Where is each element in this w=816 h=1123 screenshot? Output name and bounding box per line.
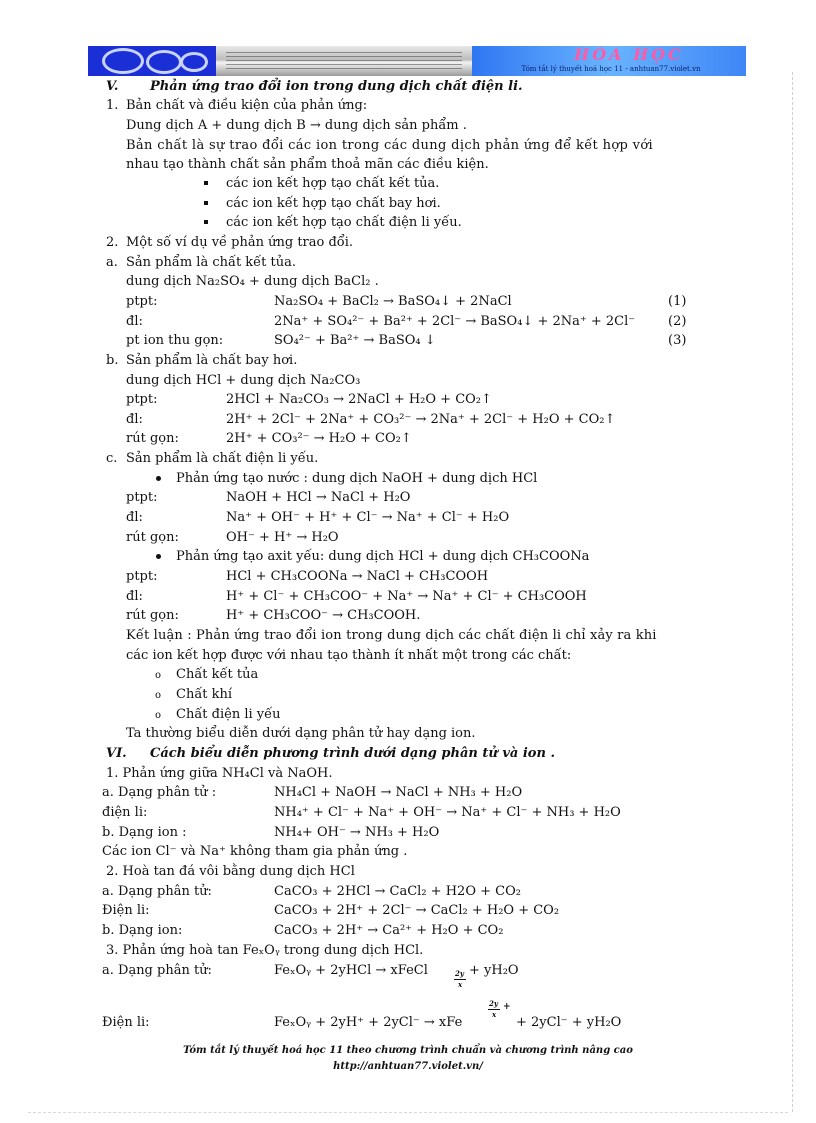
bullet-square-icon	[204, 201, 208, 205]
s6-p2-b: CaCO₃ + 2H⁺ → Ca²⁺ + H₂O + CO₂	[274, 923, 504, 938]
s6-p2-dl-label: Điện li:	[102, 903, 150, 918]
s6-p3-dl-right: + 2yCl⁻ + yH₂O	[516, 1015, 622, 1030]
c1-dl: Na⁺ + OH⁻ + H⁺ + Cl⁻ → Na⁺ + Cl⁻ + H₂O	[226, 510, 510, 525]
conclusion-line1: Kết luận : Phản ứng trao đổi ion trong dung dịch các chất điện li chỉ xảy ra khi	[126, 628, 657, 643]
s6-p1-note: Các ion Cl⁻ và Na⁺ không tham gia phản ứng .	[102, 844, 408, 859]
p1-line1: Dung dịch A + dung dịch B → dung dịch sản phẩm .	[126, 118, 467, 133]
p2-num: 2.	[106, 235, 119, 250]
s6-p3-dl-left: FeₓOᵧ + 2yH⁺ + 2yCl⁻ → xFe	[274, 1015, 463, 1030]
a-ion-no: (3)	[668, 333, 687, 348]
s6-p3-dl-label: Điện li:	[102, 1015, 150, 1030]
plus-superscript: +	[503, 1002, 511, 1012]
a-dl: 2Na⁺ + SO₄²⁻ + Ba²⁺ + 2Cl⁻ → BaSO₄↓ + 2Na⁺ + 2Cl⁻	[274, 314, 636, 329]
banner-title: HÓA HỌC	[574, 46, 684, 64]
page-border-bottom	[28, 1112, 788, 1113]
c2-title: Phản ứng tạo axit yếu: dung dịch HCl + dung dịch CH₃COONa	[176, 549, 590, 564]
banner-lines	[226, 52, 462, 70]
banner-title-panel	[472, 46, 746, 76]
s6-p1-dl: NH₄⁺ + Cl⁻ + Na⁺ + OH⁻ → Na⁺ + Cl⁻ + NH₃ + H₂O	[274, 805, 621, 820]
cond3: các ion kết hợp tạo chất điện li yếu.	[226, 215, 462, 230]
a-dl-no: (2)	[668, 314, 687, 329]
c1-ptpt: NaOH + HCl → NaCl + H₂O	[226, 490, 411, 505]
c1-title: Phản ứng tạo nước : dung dịch NaOH + dung dịch HCl	[176, 471, 538, 486]
b-title: Sản phẩm là chất bay hơi.	[126, 353, 298, 368]
s6-p3-a-label: a. Dạng phân tử:	[102, 963, 212, 978]
s6-p1-b: NH₄+ OH⁻ → NH₃ + H₂O	[274, 825, 440, 840]
p1-line3: nhau tạo thành chất sản phẩm thoả mãn các điều kiện.	[126, 157, 489, 172]
section6-heading-num: VI.	[106, 746, 127, 761]
footer-title: Tóm tắt lý thuyết hoá học 11 theo chương trình chuẩn và chương trình nâng cao	[183, 1045, 633, 1056]
c-title: Sản phẩm là chất điện li yếu.	[126, 451, 319, 466]
a-ptpt-no: (1)	[668, 294, 687, 309]
bullet-circle-icon: o	[155, 670, 162, 681]
s6-p3-a-left: FeₓOᵧ + 2yHCl → xFeCl	[274, 963, 428, 978]
s6-p1-dl-label: điện li:	[102, 805, 148, 820]
b-dl-label: đl:	[126, 412, 143, 427]
cond1: các ion kết hợp tạo chất kết tủa.	[226, 176, 440, 191]
c1-ptpt-label: ptpt:	[126, 490, 158, 505]
a-ion: SO₄²⁻ + Ba²⁺ → BaSO₄ ↓	[274, 333, 436, 348]
c1-rg-label: rút gọn:	[126, 530, 179, 545]
c-num: c.	[106, 451, 118, 466]
c2-dl: H⁺ + Cl⁻ + CH₃COO⁻ + Na⁺ → Na⁺ + Cl⁻ + CH₃COOH	[226, 589, 587, 604]
b-ptpt-label: ptpt:	[126, 392, 158, 407]
footer-link[interactable]: http://anhtuan77.violet.vn/	[333, 1061, 483, 1072]
p1-title: Bản chất và điều kiện của phản ứng:	[126, 98, 368, 113]
p1-num: 1.	[106, 98, 119, 113]
s6-p1-a: NH₄Cl + NaOH → NaCl + NH₃ + H₂O	[274, 785, 523, 800]
s6-p1-b-label: b. Dạng ion :	[102, 825, 187, 840]
s6-p2-a-label: a. Dạng phân tử:	[102, 884, 212, 899]
s6-p2-a: CaCO₃ + 2HCl → CaCl₂ + H2O + CO₂	[274, 884, 521, 899]
bullet-dot-icon	[156, 476, 161, 481]
a-num: a.	[106, 255, 118, 270]
a-ptpt: Na₂SO₄ + BaCl₂ → BaSO₄↓ + 2NaCl	[274, 294, 512, 309]
frac-numerator: 2y	[455, 969, 464, 978]
frac-denominator: x	[458, 980, 463, 989]
option3: Chất điện li yếu	[176, 707, 281, 722]
banner-subtitle: Tóm tắt lý thuyết hoá học 11 - anhtuan77.violet.vn	[521, 65, 701, 73]
a-dl-label: đl:	[126, 314, 143, 329]
b-desc: dung dịch HCl + dung dịch Na₂CO₃	[126, 373, 361, 388]
s6-p3-a-right: + yH₂O	[469, 963, 519, 978]
s6-p2-b-label: b. Dạng ion:	[102, 923, 183, 938]
s6-p1-a-label: a. Dạng phân tử :	[102, 785, 217, 800]
bullet-square-icon	[204, 181, 208, 185]
option1: Chất kết tủa	[176, 667, 259, 682]
section5-heading-num: V.	[106, 79, 119, 94]
p1-line2: Bản chất là sự trao đổi các ion trong các dung dịch phản ứng để kết hợp với	[126, 138, 654, 153]
section6-heading: Cách biểu diễn phương trình dưới dạng phân tử và ion .	[150, 746, 555, 761]
c1-dl-label: đl:	[126, 510, 143, 525]
frac-numerator: 2y	[489, 999, 498, 1008]
s6-p1: 1. Phản ứng giữa NH₄Cl và NaOH.	[106, 766, 333, 781]
a-ion-label: pt ion thu gọn:	[126, 333, 224, 348]
option2: Chất khí	[176, 687, 233, 702]
b-rg: 2H⁺ + CO₃²⁻ → H₂O + CO₂↑	[226, 431, 412, 446]
page-border-right	[792, 72, 793, 1112]
bullet-dot-icon	[156, 554, 161, 559]
c1-rg: OH⁻ + H⁺ → H₂O	[226, 530, 339, 545]
s6-p2: 2. Hoà tan đá vôi bằng dung dịch HCl	[106, 864, 355, 879]
a-title: Sản phẩm là chất kết tủa.	[126, 255, 297, 270]
s6-p2-dl: CaCO₃ + 2H⁺ + 2Cl⁻ → CaCl₂ + H₂O + CO₂	[274, 903, 560, 918]
frac-denominator: x	[492, 1010, 497, 1019]
b-rg-label: rút gọn:	[126, 431, 179, 446]
c2-rg: H⁺ + CH₃COO⁻ → CH₃COOH.	[226, 608, 421, 623]
bullet-circle-icon: o	[155, 710, 162, 721]
header-banner	[88, 46, 746, 76]
cond2: các ion kết hợp tạo chất bay hơi.	[226, 196, 441, 211]
bullet-square-icon	[204, 220, 208, 224]
section5-heading: Phản ứng trao đổi ion trong dung dịch chất điện li.	[150, 79, 523, 94]
c2-ptpt: HCl + CH₃COONa → NaCl + CH₃COOH	[226, 569, 489, 584]
c2-rg-label: rút gọn:	[126, 608, 179, 623]
section5-note: Ta thường biểu diễn dưới dạng phân tử hay dạng ion.	[126, 726, 476, 741]
p2-title: Một số ví dụ về phản ứng trao đổi.	[126, 235, 354, 250]
c2-ptpt-label: ptpt:	[126, 569, 158, 584]
b-dl: 2H⁺ + 2Cl⁻ + 2Na⁺ + CO₃²⁻ → 2Na⁺ + 2Cl⁻ + H₂O + CO₂↑	[226, 412, 616, 427]
bullet-circle-icon: o	[155, 690, 162, 701]
s6-p3: 3. Phản ứng hoà tan FeₓOᵧ trong dung dịch HCl.	[106, 943, 424, 958]
a-ptpt-label: ptpt:	[126, 294, 158, 309]
banner-logo	[88, 46, 216, 76]
conclusion-line2: các ion kết hợp được với nhau tạo thành ít nhất một trong các chất:	[126, 648, 572, 663]
b-ptpt: 2HCl + Na₂CO₃ → 2NaCl + H₂O + CO₂↑	[226, 392, 492, 407]
c2-dl-label: đl:	[126, 589, 143, 604]
b-num: b.	[106, 353, 119, 368]
a-desc: dung dịch Na₂SO₄ + dung dịch BaCl₂ .	[126, 274, 379, 289]
